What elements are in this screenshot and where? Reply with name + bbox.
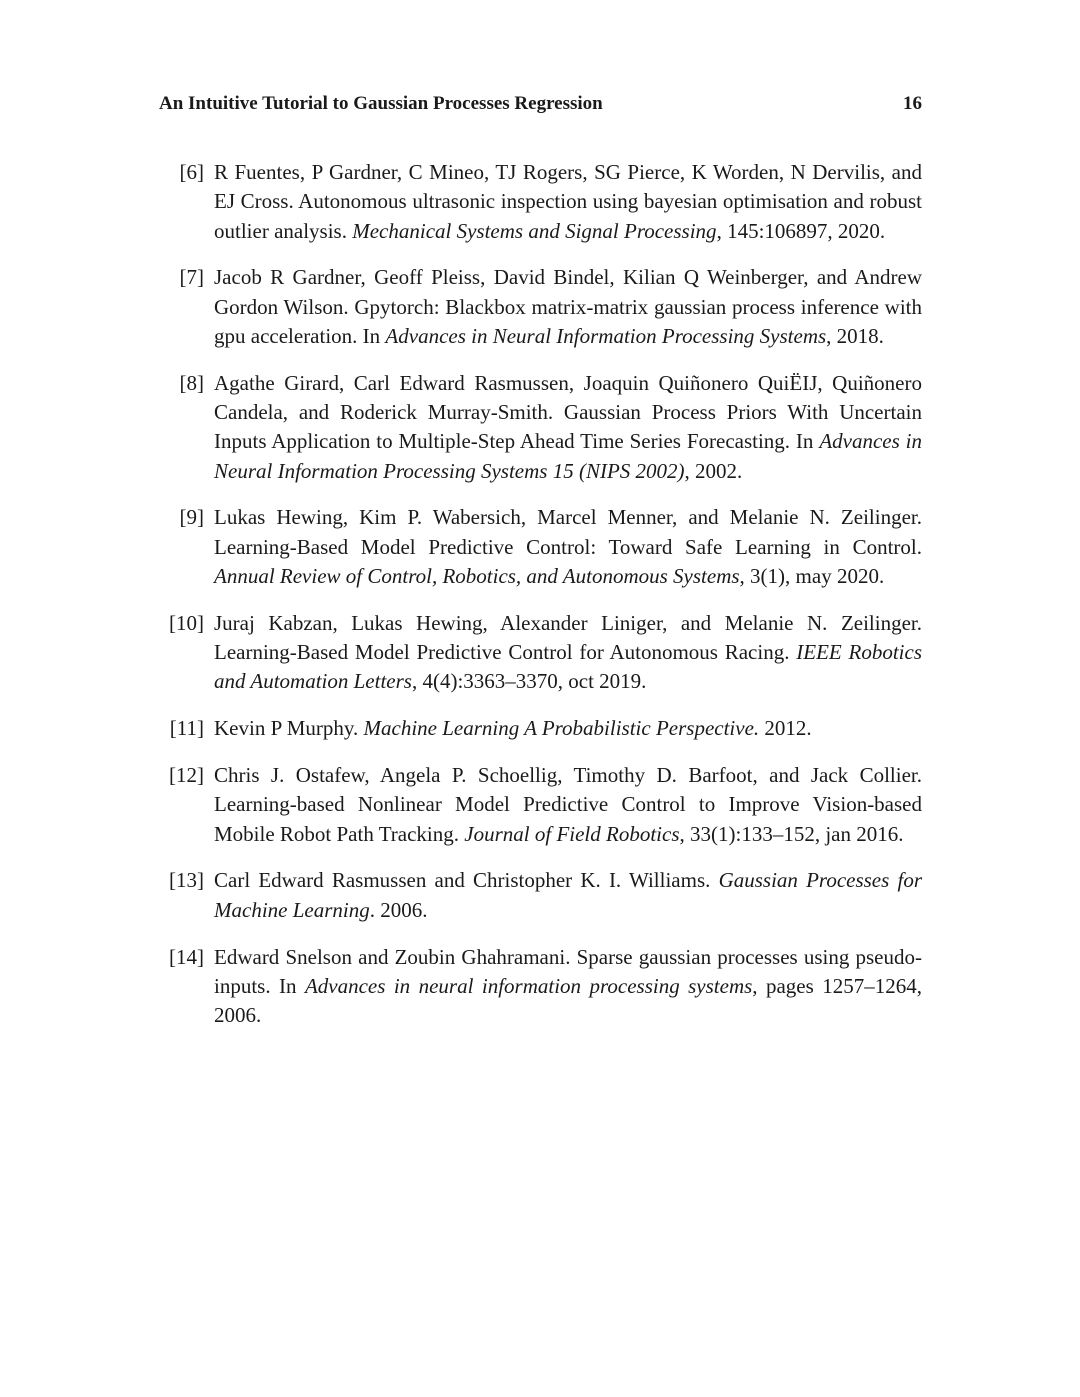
reference-text [214,866,922,925]
reference-item [159,761,922,849]
reference-item [159,369,922,486]
reference-authors: Lukas Hewing, Kim P. Wabersich, Marcel Menner, and Melanie N. Zeilinger. [214,505,922,530]
reference-text [214,158,922,246]
reference-number: [6] [179,160,204,184]
reference-tail: , pages 1257–1264, 2006. [214,973,922,1028]
reference-authors: Edward Snelson and Zoubin Ghahramani. [214,944,571,969]
reference-authors: Chris J. Ostafew, Angela P. Schoellig, Timothy D. Barfoot, and Jack Collier. [214,763,922,788]
reference-authors: R Fuentes, P Gardner, C Mineo, TJ Rogers, SG Pierce, K Worden, N Dervilis, and EJ Cross. [214,160,922,214]
page-number: 16 [903,93,922,114]
running-header [159,92,922,116]
reference-tail: , 2018. [826,323,884,348]
reference-number: [11] [169,716,204,741]
reference-venue: Gaussian Processes for Machine Learning [214,868,922,922]
reference-text [214,609,922,697]
reference-authors: Agathe Girard, Carl Edward Rasmussen, Joaquin Quiñonero QuiËIJ, Quiñonero Candela, and Roderick Murray-Smith. [214,370,922,425]
reference-authors: Juraj Kabzan, Lukas Hewing, Alexander Liniger, and Melanie N. Zeilinger. [214,610,922,635]
reference-venue: IEEE Robotics and Automation Letters [214,640,922,694]
running-title: An Intuitive Tutorial to Gaussian Processes Regression [159,93,603,114]
reference-venue: Annual Review of Control, Robotics, and Autonomous Systems [214,564,740,589]
reference-tail: . 2006. [369,897,428,922]
reference-tail: , 2002. [684,458,743,483]
reference-venue: Journal of Field Robotics [464,821,680,846]
reference-tail: 2012. [759,716,812,741]
reference-title: Sparse gaussian processes using pseudo-inputs. In [214,944,922,998]
reference-number: [7] [179,265,204,290]
reference-title: Gpytorch: Blackbox matrix-matrix gaussian process inference with gpu acceleration. In [214,294,922,348]
reference-venue: Machine Learning A Probabilistic Perspective. [363,716,760,741]
reference-text [214,761,922,849]
reference-number: [10] [169,610,204,635]
reference-number: [12] [169,763,204,788]
reference-title [710,868,718,892]
reference-tail: , 3(1), may 2020. [739,564,885,589]
reference-item [159,866,922,925]
reference-item [159,943,922,1031]
reference-text [214,943,922,1031]
reference-item [159,714,922,743]
reference-title: Learning-Based Model Predictive Control: Toward Safe Learning in Control. [214,534,922,559]
reference-item [159,158,922,246]
reference-authors: Kevin P Murphy. [214,716,359,741]
reference-venue: Mechanical Systems and Signal Processing [352,218,717,243]
reference-authors: Carl Edward Rasmussen and Christopher K. I. Williams. [214,868,711,893]
reference-number: [13] [169,868,204,893]
reference-number: [9] [179,505,204,530]
reference-text [214,369,922,486]
reference-tail: , 4(4):3363–3370, oct 2019. [411,669,647,694]
reference-item [159,263,922,351]
reference-title: Gaussian Process Priors With Uncertain Inputs Application to Multiple-Step Ahead Time Series Forecasting. In [214,400,922,454]
reference-title: Autonomous ultrasonic inspection using bayesian optimisation and robust outlier analysis. [214,189,922,243]
reference-tail: , 33(1):133–152, jan 2016. [679,821,904,846]
reference-tail: , 145:106897, 2020. [716,218,886,243]
reference-number: [8] [179,370,204,395]
reference-list [159,158,922,1048]
reference-text [214,714,922,743]
reference-item [159,503,922,591]
reference-title: Learning-based Nonlinear Model Predictive Control to Improve Vision-based Mobile Robot Path Tracking. [214,792,922,846]
reference-title: Learning-Based Model Predictive Control for Autonomous Racing. [214,640,797,665]
reference-text [214,503,922,591]
reference-venue: Advances in Neural Information Processing Systems 15 (NIPS 2002) [214,429,923,483]
reference-venue: Advances in Neural Information Processing Systems [385,323,827,348]
reference-item [159,609,922,697]
reference-venue: Advances in neural information processing systems [304,973,753,998]
reference-authors: Jacob R Gardner, Geoff Pleiss, David Bindel, Kilian Q Weinberger, and Andrew Gordon Wilson. [214,265,922,319]
reference-number: [14] [169,944,204,969]
reference-text [214,263,922,351]
